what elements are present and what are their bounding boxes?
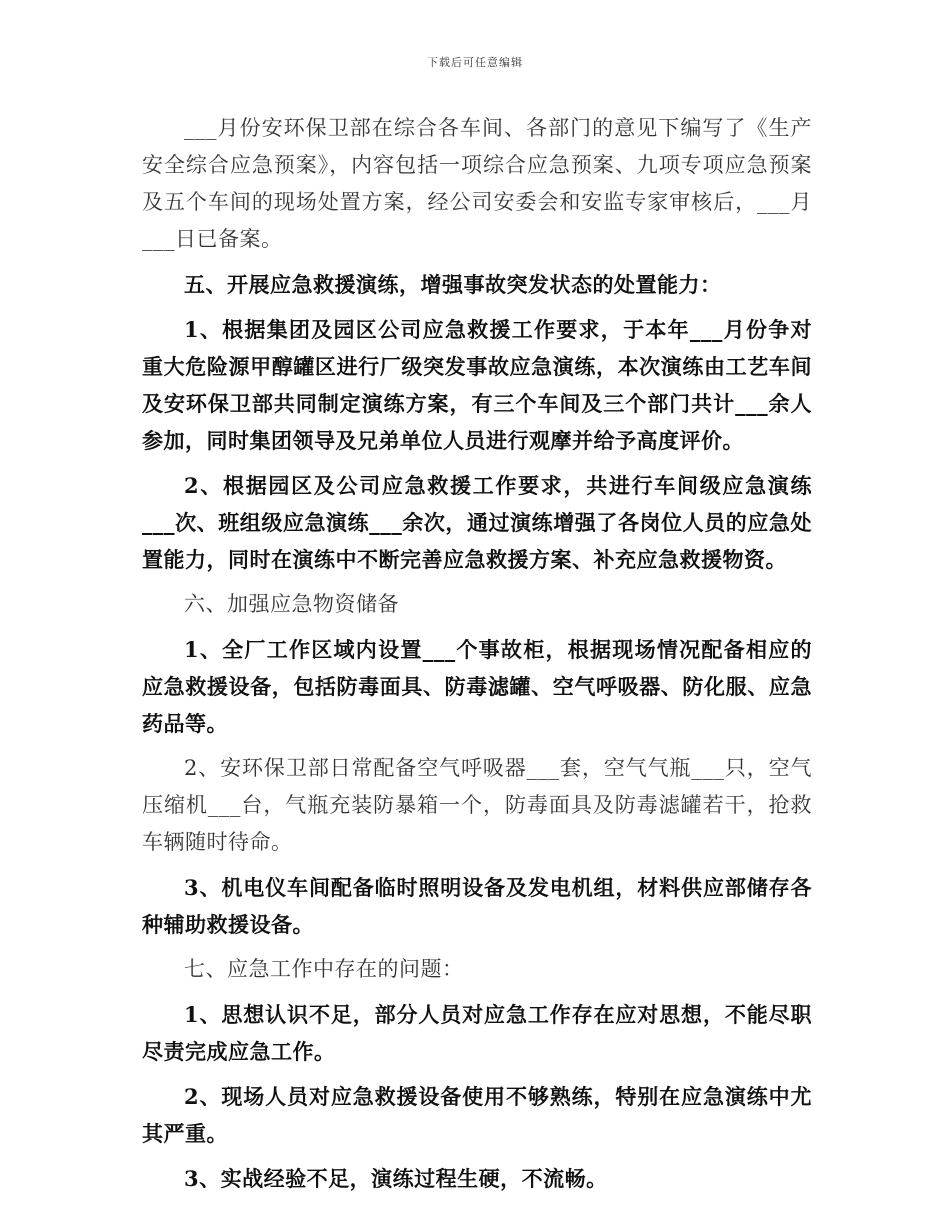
section-heading-drills: 五、开展应急救援演练，增强事故突发状态的处置能力： — [184, 272, 722, 297]
section-heading-supplies: 六、加强应急物资储备 — [184, 592, 399, 616]
page-header: 下载后可任意编辑 — [427, 56, 523, 69]
paragraph-emergency-plan: ___月份安环保卫部在综合各车间、各部门的意见下编写了《生产安全综合应急预案》，内容包括一项综合应急预案、九项专项应急预案及五个车间的现场处置方案，经公司安委会和安监专家审核后，___月___日已备案。 — [142, 116, 812, 251]
document-body — [142, 110, 812, 1205]
paragraph-problem-awareness: 1、思想认识不足，部分人员对应急工作存在应对思想，不能尽职尽责完成应急工作。 — [142, 1002, 812, 1064]
paragraph-electrical-equipment: 3、机电仪车间配备临时照明设备及发电机组，材料供应部储存各种辅助救援设备。 — [142, 875, 812, 937]
paragraph-workshop-drill: 2、根据园区及公司应急救援工作要求，共进行车间级应急演练___次、班组级应急演练___余次，通过演练增强了各岗位人员的应急处置能力，同时在演练中不断完善应急救援方案、补充应急救援物资。 — [142, 473, 812, 572]
paragraph-accident-cabinets: 1、全厂工作区域内设置___个事故柜，根据现场情况配备相应的应急救援设备，包括防毒面具、防毒滤罐、空气呼吸器、防化服、应急药品等。 — [142, 637, 812, 736]
paragraph-plant-drill: 1、根据集团及园区公司应急救援工作要求，于本年___月份争对重大危险源甲醇罐区进行厂级突发事故应急演练，本次演练由工艺车间及安环保卫部共同制定演练方案，有三个车间及三个部门共计___余人参加，同时集团领导及兄弟单位人员进行观摩并给予高度评价。 — [142, 317, 812, 453]
paragraph-problem-equipment-use: 2、现场人员对应急救援设备使用不够熟练，特别在应急演练中尤其严重。 — [142, 1084, 812, 1146]
paragraph-security-equipment: 2、安环保卫部日常配备空气呼吸器___套，空气气瓶___只，空气压缩机___台，气瓶充装防暴箱一个，防毒面具及防毒滤罐若干，抢救车辆随时待命。 — [142, 756, 812, 854]
paragraph-problem-experience: 3、实战经验不足，演练过程生硬，不流畅。 — [184, 1166, 608, 1191]
section-heading-problems: 七、应急工作中存在的问题： — [184, 957, 464, 981]
